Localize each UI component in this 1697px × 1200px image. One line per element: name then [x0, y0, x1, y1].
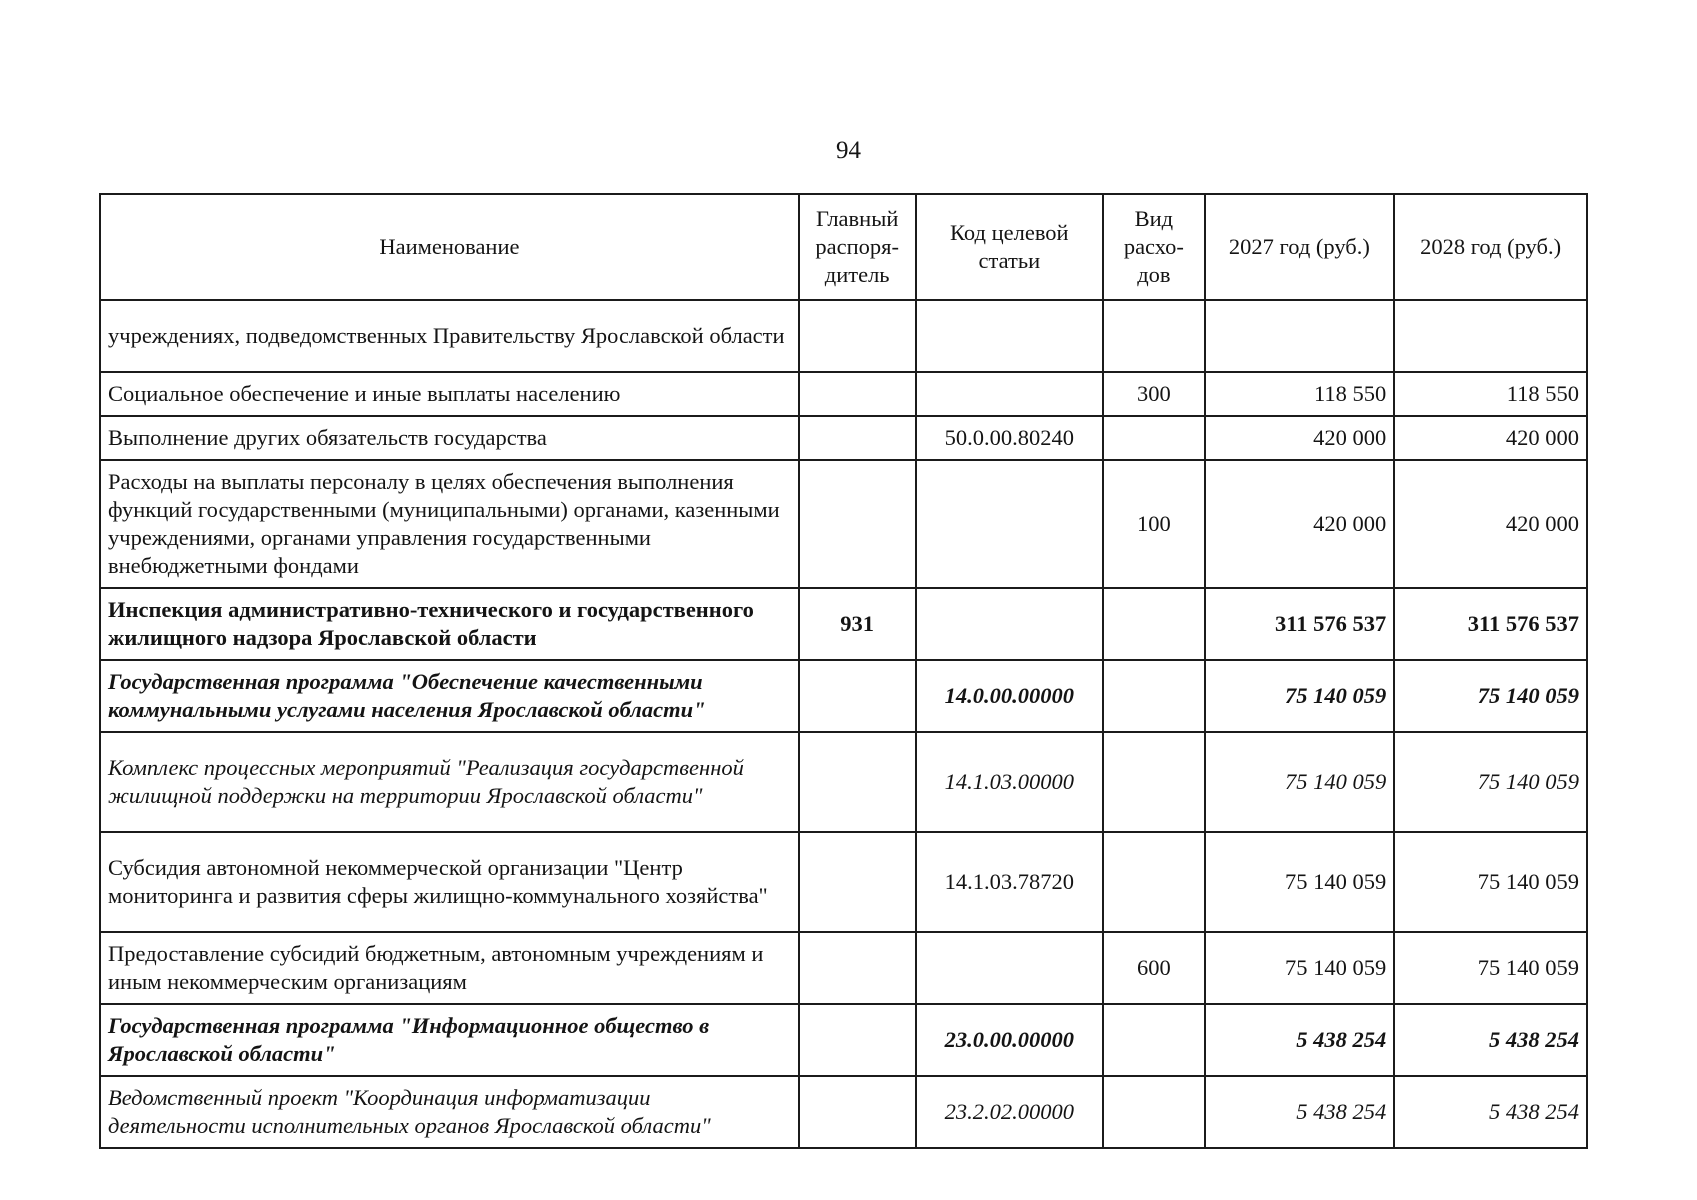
cell-2028: 5 438 254: [1394, 1004, 1587, 1076]
cell-2027: 118 550: [1205, 372, 1395, 416]
cell-code: 23.0.00.00000: [916, 1004, 1104, 1076]
table-row: [100, 1004, 1587, 1076]
header-kind: Вид расхо-дов: [1103, 194, 1204, 300]
cell-2028: 118 550: [1394, 372, 1587, 416]
cell-kind: 600: [1103, 932, 1204, 1004]
header-code: Код целевой статьи: [916, 194, 1104, 300]
cell-code: 23.2.02.00000: [916, 1076, 1104, 1148]
cell-code: [916, 932, 1104, 1004]
cell-kind: [1103, 416, 1204, 460]
cell-kind: 100: [1103, 460, 1204, 588]
cell-admin: [799, 1076, 916, 1148]
cell-admin: [799, 300, 916, 372]
cell-kind: [1103, 300, 1204, 372]
cell-2027: [1205, 300, 1395, 372]
cell-2028: 420 000: [1394, 460, 1587, 588]
cell-2027: 75 140 059: [1205, 932, 1395, 1004]
header-2028: 2028 год (руб.): [1394, 194, 1587, 300]
cell-name: Предоставление субсидий бюджетным, автономным учреждениям и иным некоммерческим организациям: [100, 932, 799, 1004]
table-row: [100, 660, 1587, 732]
cell-name: Комплекс процессных мероприятий "Реализация государственной жилищной поддержки на территории Ярославской области": [100, 732, 799, 832]
cell-2028: 311 576 537: [1394, 588, 1587, 660]
cell-code: 14.1.03.78720: [916, 832, 1104, 932]
header-admin: Главный распоря-дитель: [799, 194, 916, 300]
table-header-row: [100, 194, 1587, 300]
cell-kind: [1103, 832, 1204, 932]
cell-2028: 75 140 059: [1394, 660, 1587, 732]
cell-kind: [1103, 1076, 1204, 1148]
cell-2028: 75 140 059: [1394, 932, 1587, 1004]
table-row: [100, 300, 1587, 372]
cell-name: Инспекция административно-технического и государственного жилищного надзора Ярославской области: [100, 588, 799, 660]
cell-2028: 75 140 059: [1394, 732, 1587, 832]
cell-2027: 5 438 254: [1205, 1004, 1395, 1076]
table-row: [100, 832, 1587, 932]
cell-name: Расходы на выплаты персоналу в целях обеспечения выполнения функций государственными (муниципальными) органами, казенными учреждениями, органами управления государственными внебюджетными фондами: [100, 460, 799, 588]
cell-name: учреждениях, подведомственных Правительству Ярославской области: [100, 300, 799, 372]
cell-kind: [1103, 588, 1204, 660]
cell-kind: [1103, 660, 1204, 732]
cell-2027: 420 000: [1205, 416, 1395, 460]
cell-code: [916, 300, 1104, 372]
cell-2028: [1394, 300, 1587, 372]
table-row: [100, 372, 1587, 416]
page-number: 94: [836, 137, 861, 164]
cell-code: [916, 372, 1104, 416]
cell-kind: [1103, 732, 1204, 832]
cell-name: Ведомственный проект "Координация информатизации деятельности исполнительных органов Ярославской области": [100, 1076, 799, 1148]
header-2027: 2027 год (руб.): [1205, 194, 1395, 300]
cell-code: 14.0.00.00000: [916, 660, 1104, 732]
cell-code: 14.1.03.00000: [916, 732, 1104, 832]
cell-admin: [799, 460, 916, 588]
cell-2027: 420 000: [1205, 460, 1395, 588]
cell-2028: 5 438 254: [1394, 1076, 1587, 1148]
cell-2028: 75 140 059: [1394, 832, 1587, 932]
cell-admin: [799, 932, 916, 1004]
table-row: [100, 588, 1587, 660]
cell-admin: [799, 660, 916, 732]
cell-admin: [799, 832, 916, 932]
cell-admin: [799, 416, 916, 460]
table-row: [100, 460, 1587, 588]
cell-admin: [799, 1004, 916, 1076]
cell-admin: [799, 372, 916, 416]
cell-name: Субсидия автономной некоммерческой организации "Центр мониторинга и развития сферы жилищно-коммунального хозяйства": [100, 832, 799, 932]
cell-kind: 300: [1103, 372, 1204, 416]
table-row: [100, 932, 1587, 1004]
cell-name: Государственная программа "Информационное общество в Ярославской области": [100, 1004, 799, 1076]
table-row: [100, 732, 1587, 832]
header-name: Наименование: [100, 194, 799, 300]
table-row: [100, 416, 1587, 460]
cell-2027: 75 140 059: [1205, 732, 1395, 832]
cell-2027: 311 576 537: [1205, 588, 1395, 660]
cell-code: [916, 460, 1104, 588]
budget-table: [99, 193, 1588, 1149]
cell-admin: [799, 732, 916, 832]
cell-code: [916, 588, 1104, 660]
cell-name: Социальное обеспечение и иные выплаты населению: [100, 372, 799, 416]
cell-admin: 931: [799, 588, 916, 660]
cell-kind: [1103, 1004, 1204, 1076]
cell-2028: 420 000: [1394, 416, 1587, 460]
cell-name: Государственная программа "Обеспечение качественными коммунальными услугами населения Ярославской области": [100, 660, 799, 732]
cell-2027: 75 140 059: [1205, 832, 1395, 932]
cell-2027: 75 140 059: [1205, 660, 1395, 732]
table-row: [100, 1076, 1587, 1148]
cell-name: Выполнение других обязательств государства: [100, 416, 799, 460]
cell-2027: 5 438 254: [1205, 1076, 1395, 1148]
cell-code: 50.0.00.80240: [916, 416, 1104, 460]
